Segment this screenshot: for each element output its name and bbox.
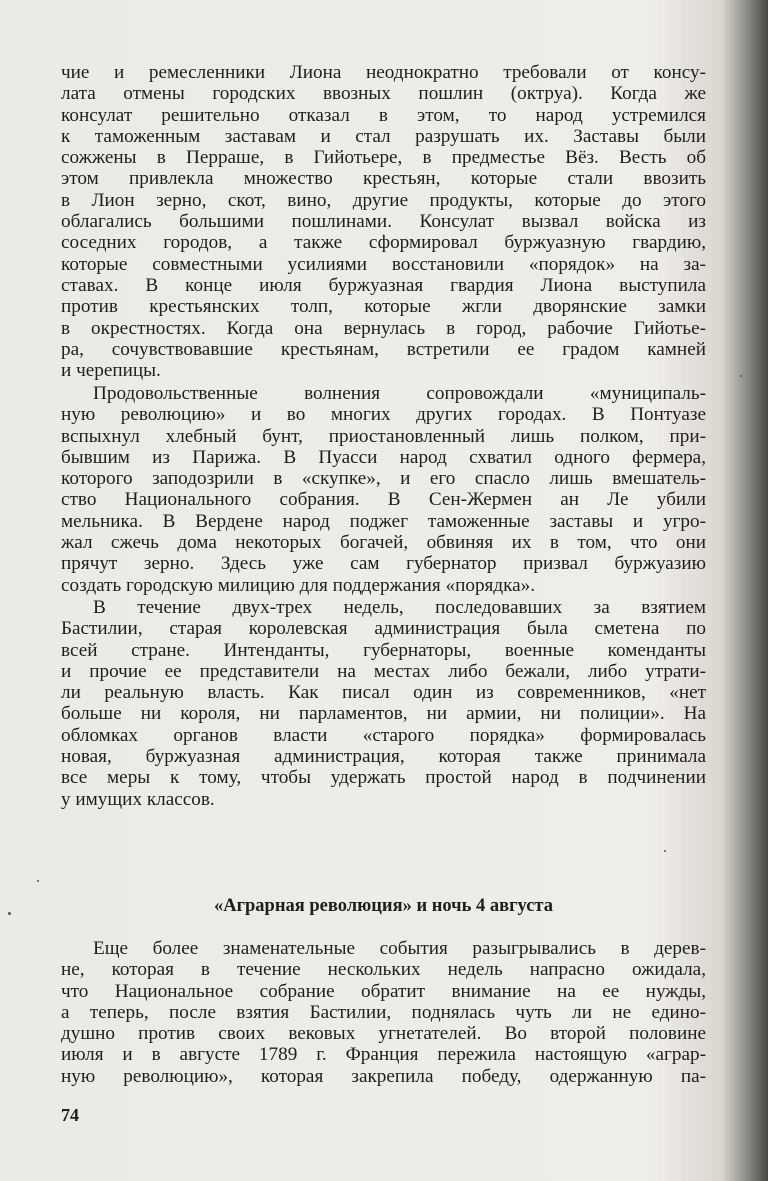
text-line: сожжены в Перраше, в Гийотьере, в предместье Вёз. Весть об <box>61 147 706 169</box>
scan-speck <box>664 850 666 852</box>
text-line: облагались большими пошлинами. Консулат вызвал войска из <box>61 211 706 233</box>
text-line: больше ни короля, ни парламентов, ни армии, ни полиции». На <box>61 703 706 725</box>
text-line: прячут зерно. Здесь уже сам губернатор призвал буржуазию <box>61 553 706 575</box>
text-line: консулат решительно отказал в этом, то народ устремился <box>61 104 706 126</box>
text-line: а теперь, после взятия Бастилии, поднялась чуть ли не едино- <box>61 1001 706 1023</box>
text-line: у имущих классов. <box>61 788 215 810</box>
text-line: и прочие ее представители на местах либо бежали, либо утрати- <box>61 660 706 682</box>
scan-speck <box>8 912 11 915</box>
text-line: против крестьянских толп, которые жгли дворянские замки <box>61 296 706 318</box>
text-line: в Лион зерно, скот, вино, другие продукты, которые до этого <box>61 189 706 211</box>
text-line: обломках органов власти «старого порядка» формировалась <box>61 724 706 746</box>
text-line: все меры к тому, чтобы удержать простой народ в подчинении <box>61 767 706 789</box>
text-line: к таможенным заставам и стал разрушать их. Заставы были <box>61 125 706 147</box>
paragraph-lyon-customs <box>61 62 706 381</box>
text-line: ставах. В конце июля буржуазная гвардия Лиона выступила <box>61 274 706 296</box>
page-number: 74 <box>61 1105 79 1125</box>
text-line: душно против своих вековых угнетателей. Во второй половине <box>61 1023 706 1045</box>
scan-speck <box>37 880 39 882</box>
section-heading: «Аграрная революция» и ночь 4 августа <box>214 896 553 916</box>
text-line: ную революцию» и во многих других городах. В Понтуазе <box>61 404 706 426</box>
text-line: вспыхнул хлебный бунт, приостановленный лишь полком, при- <box>61 425 706 447</box>
text-line: июля и в августе 1789 г. Франция пережила настоящую «аграр- <box>61 1044 706 1066</box>
text-line: ли реальную власть. Как писал один из современников, «нет <box>61 682 706 704</box>
text-line: ство Национального собрания. В Сен-Жермен ан Ле убили <box>61 489 706 511</box>
text-line: новая, буржуазная администрация, которая также принимала <box>61 746 706 768</box>
text-line: Еще более знаменательные события разыгрывались в дерев- <box>93 938 706 959</box>
text-line: соседних городов, а также сформировал буржуазную гвардию, <box>61 232 706 254</box>
paragraph-administration <box>61 597 706 810</box>
text-line: Продовольственные волнения сопровождали «муниципаль- <box>93 383 706 404</box>
paragraph-food-riots <box>61 383 706 596</box>
text-line: ную революцию», которая закрепила победу, одержанную па- <box>61 1065 706 1087</box>
text-line: которые совместными усилиями восстановили «порядок» на за- <box>61 253 706 275</box>
text-line: В течение двух-трех недель, последовавших за взятием <box>93 597 706 618</box>
text-line: лата отмены городских ввозных пошлин (октруа). Когда же <box>61 83 706 105</box>
text-line: что Национальное собрание обратит внимание на ее нужды, <box>61 980 706 1002</box>
text-line: которого заподозрили в «скупке», и его спасло лишь вмешатель- <box>61 468 706 490</box>
scan-speck <box>740 375 742 377</box>
paragraph-agrarian-revolution <box>61 938 706 1087</box>
text-line: не, которая в течение нескольких недель напрасно ожидала, <box>61 959 706 981</box>
text-line: мельника. В Вердене народ поджег таможенные заставы и угро- <box>61 510 706 532</box>
text-line: этом привлекла множество крестьян, которые стали ввозить <box>61 168 706 190</box>
text-line: и черепицы. <box>61 360 161 382</box>
text-line: создать городскую милицию для поддержания «порядка». <box>61 574 536 596</box>
text-line: ра, сочувствовавшие крестьянам, встретили ее градом камней <box>61 338 706 360</box>
text-line: бывшим из Парижа. В Пуасси народ схватил одного фермера, <box>61 446 706 468</box>
text-line: жал сжечь дома некоторых богачей, обвиняя их в том, что они <box>61 532 706 554</box>
text-line: в окрестностях. Когда она вернулась в город, рабочие Гийотье- <box>61 317 706 339</box>
text-line: Бастилии, старая королевская администрация была сметена по <box>61 618 706 640</box>
text-line: чие и ремесленники Лиона неоднократно требовали от консу- <box>61 62 706 83</box>
text-line: всей стране. Интенданты, губернаторы, военные коменданты <box>61 639 706 661</box>
